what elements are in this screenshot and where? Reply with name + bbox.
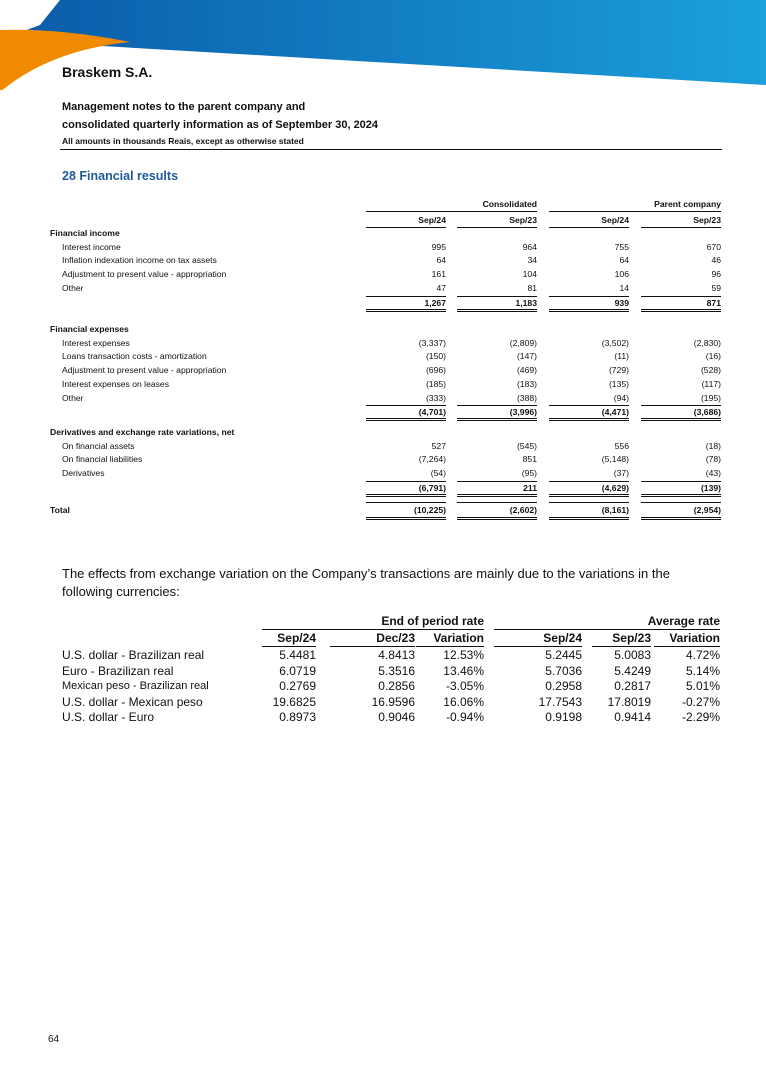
rule bbox=[366, 227, 446, 228]
column-header: Sep/23 bbox=[509, 215, 537, 225]
rule bbox=[549, 502, 629, 503]
rate-value: 4.8413 bbox=[378, 648, 415, 662]
rule bbox=[457, 311, 537, 312]
company-name: Braskem S.A. bbox=[62, 64, 153, 80]
rule bbox=[641, 496, 721, 497]
amounts-note: All amounts in thousands Reais, except as otherwise stated bbox=[62, 136, 304, 146]
rate-value: 17.7543 bbox=[538, 694, 582, 709]
group-header-average: Average rate bbox=[647, 614, 720, 628]
rule bbox=[457, 496, 537, 497]
subtotal-value: (3,686) bbox=[693, 407, 721, 418]
subtotal-value: 211 bbox=[523, 482, 537, 493]
group-header-parent: Parent company bbox=[654, 199, 721, 209]
cell-value: (11) bbox=[614, 351, 629, 362]
section-heading: Financial income bbox=[50, 228, 120, 238]
group-header-consolidated: Consolidated bbox=[482, 199, 537, 209]
rate-value: 0.2817 bbox=[614, 679, 651, 694]
cell-value: 995 bbox=[431, 241, 446, 252]
rule bbox=[366, 311, 446, 312]
rule bbox=[549, 496, 629, 497]
total-value: (8,161) bbox=[601, 505, 629, 515]
rule bbox=[366, 211, 537, 212]
section-heading: Financial expenses bbox=[50, 324, 129, 334]
group-header-end-of-period: End of period rate bbox=[381, 614, 484, 628]
rule bbox=[262, 646, 316, 647]
rule bbox=[549, 309, 629, 310]
cell-value: (117) bbox=[701, 378, 721, 389]
rule bbox=[457, 405, 537, 406]
column-header: Variation bbox=[433, 631, 484, 645]
rule bbox=[366, 517, 446, 518]
total-value: (2,954) bbox=[693, 505, 721, 515]
cell-value: (43) bbox=[705, 468, 721, 479]
cell-value: (147) bbox=[516, 351, 537, 362]
rule bbox=[549, 418, 629, 419]
rate-value: 19.6825 bbox=[272, 694, 316, 709]
rule bbox=[549, 519, 629, 520]
rate-value: 6.0719 bbox=[279, 663, 316, 678]
currency-pair-label: Mexican peso - Brazilizan real bbox=[62, 680, 209, 693]
rate-value: -0.94% bbox=[445, 710, 484, 725]
rule bbox=[641, 311, 721, 312]
cell-value: (545) bbox=[516, 440, 537, 451]
cell-value: (183) bbox=[516, 378, 537, 389]
rule bbox=[366, 296, 446, 297]
rule bbox=[641, 227, 721, 228]
cell-value: 59 bbox=[711, 282, 721, 293]
rule bbox=[330, 646, 415, 647]
subtotal-value: (6,791) bbox=[418, 482, 446, 493]
rule bbox=[366, 405, 446, 406]
rule bbox=[549, 517, 629, 518]
rate-value: 0.8973 bbox=[279, 710, 316, 725]
cell-value: 106 bbox=[614, 269, 629, 280]
subtotal-value: (4,701) bbox=[418, 407, 446, 418]
cell-value: 34 bbox=[527, 255, 537, 266]
cell-value: (54) bbox=[430, 468, 446, 479]
rule bbox=[641, 405, 721, 406]
cell-value: (7,264) bbox=[418, 454, 446, 465]
row-label: Adjustment to present value - appropriation bbox=[62, 365, 227, 376]
cell-value: (2,809) bbox=[509, 337, 537, 348]
rule bbox=[549, 481, 629, 482]
column-header: Variation bbox=[669, 631, 720, 645]
cell-value: 46 bbox=[711, 255, 721, 266]
rule bbox=[366, 481, 446, 482]
subtotal-value: 1,183 bbox=[515, 297, 537, 308]
cell-value: (3,502) bbox=[601, 337, 629, 348]
rule bbox=[262, 629, 484, 630]
row-label: Other bbox=[62, 282, 84, 293]
rule bbox=[641, 420, 721, 421]
rule bbox=[457, 309, 537, 310]
rule bbox=[641, 517, 721, 518]
cell-value: (185) bbox=[425, 378, 446, 389]
rule bbox=[457, 502, 537, 503]
rate-value: 12.53% bbox=[443, 648, 484, 662]
rule bbox=[641, 309, 721, 310]
cell-value: (388) bbox=[516, 392, 537, 403]
cell-value: (5,148) bbox=[601, 454, 629, 465]
rule bbox=[549, 420, 629, 421]
currency-pair-label: U.S. dollar - Mexican peso bbox=[62, 694, 203, 709]
total-value: (10,225) bbox=[413, 505, 446, 515]
cell-value: (150) bbox=[425, 351, 446, 362]
cell-value: 14 bbox=[619, 282, 629, 293]
row-label: Adjustment to present value - appropriation bbox=[62, 269, 227, 280]
cell-value: (95) bbox=[521, 468, 537, 479]
rule bbox=[549, 211, 721, 212]
cell-value: 670 bbox=[706, 241, 721, 252]
subtitle-line1: Management notes to the parent company and bbox=[62, 101, 306, 113]
cell-value: 755 bbox=[614, 241, 629, 252]
rule bbox=[549, 227, 629, 228]
rule bbox=[457, 494, 537, 495]
paragraph-line2: following currencies: bbox=[62, 584, 180, 599]
subtotal-value: 939 bbox=[614, 297, 629, 308]
rate-value: 0.2769 bbox=[279, 679, 316, 694]
column-header: Sep/24 bbox=[543, 631, 582, 645]
rate-value: 0.2856 bbox=[378, 679, 415, 694]
cell-value: 851 bbox=[522, 454, 537, 465]
column-header: Sep/24 bbox=[418, 215, 446, 225]
rate-value: -0.27% bbox=[681, 694, 720, 709]
cell-value: (696) bbox=[425, 365, 446, 376]
rate-value: 0.9414 bbox=[614, 710, 651, 725]
rate-value: 5.01% bbox=[685, 679, 720, 694]
rule bbox=[366, 502, 446, 503]
row-label: Derivatives bbox=[62, 468, 105, 479]
rule bbox=[494, 629, 720, 630]
column-header: Dec/23 bbox=[376, 631, 415, 645]
paragraph-line1: The effects from exchange variation on the Company’s transactions are mainly due to the variations in the bbox=[62, 566, 670, 581]
rule bbox=[641, 519, 721, 520]
cell-value: 161 bbox=[431, 269, 446, 280]
rate-value: 13.46% bbox=[443, 663, 484, 678]
subtotal-value: (4,471) bbox=[601, 407, 629, 418]
rate-value: 5.0083 bbox=[614, 648, 651, 662]
rule bbox=[416, 646, 484, 647]
column-header: Sep/23 bbox=[612, 631, 651, 645]
cell-value: (2,830) bbox=[693, 337, 721, 348]
cell-value: (3,337) bbox=[418, 337, 446, 348]
cell-value: 964 bbox=[522, 241, 537, 252]
subtotal-value: (139) bbox=[700, 482, 721, 493]
column-header: Sep/23 bbox=[693, 215, 721, 225]
rule bbox=[641, 502, 721, 503]
rate-value: 16.06% bbox=[443, 694, 484, 709]
column-header: Sep/24 bbox=[601, 215, 629, 225]
rule bbox=[366, 519, 446, 520]
section-title: 28 Financial results bbox=[62, 169, 179, 183]
row-label: Interest expenses bbox=[62, 337, 130, 348]
cell-value: 556 bbox=[614, 440, 629, 451]
cell-value: (94) bbox=[613, 392, 629, 403]
rate-value: 5.3516 bbox=[378, 663, 415, 678]
rule bbox=[457, 519, 537, 520]
cell-value: (528) bbox=[700, 365, 721, 376]
subtitle-line2: consolidated quarterly information as of September 30, 2024 bbox=[62, 119, 379, 131]
rate-value: 16.9596 bbox=[371, 694, 415, 709]
total-value: (2,602) bbox=[509, 505, 537, 515]
rate-value: 5.7036 bbox=[545, 663, 582, 678]
cell-value: 64 bbox=[619, 255, 629, 266]
row-label: Inflation indexation income on tax assets bbox=[62, 255, 217, 266]
cell-value: 527 bbox=[431, 440, 446, 451]
cell-value: (729) bbox=[608, 365, 629, 376]
rule bbox=[457, 296, 537, 297]
cell-value: (469) bbox=[516, 365, 537, 376]
rate-value: 5.2445 bbox=[545, 648, 582, 662]
rule bbox=[366, 309, 446, 310]
rate-value: 17.8019 bbox=[607, 694, 651, 709]
rule bbox=[494, 646, 582, 647]
cell-value: 47 bbox=[436, 282, 446, 293]
row-label: Other bbox=[62, 392, 84, 403]
page-number: 64 bbox=[48, 1034, 60, 1045]
currency-pair-label: Euro - Brazilizan real bbox=[62, 663, 174, 678]
currency-pair-label: U.S. dollar - Brazilizan real bbox=[62, 648, 205, 662]
row-label: On financial liabilities bbox=[62, 454, 143, 465]
row-label: Loans transaction costs - amortization bbox=[62, 351, 207, 362]
rule bbox=[366, 494, 446, 495]
cell-value: 104 bbox=[522, 269, 537, 280]
rule bbox=[457, 420, 537, 421]
subtotal-value: (4,629) bbox=[601, 482, 629, 493]
cell-value: (16) bbox=[705, 351, 721, 362]
row-label: Interest income bbox=[62, 241, 121, 252]
rate-value: 0.9198 bbox=[545, 710, 582, 725]
cell-value: (135) bbox=[608, 378, 629, 389]
rule bbox=[549, 494, 629, 495]
rate-value: 0.9046 bbox=[378, 710, 415, 725]
rate-value: -2.29% bbox=[681, 710, 720, 725]
column-header: Sep/24 bbox=[277, 631, 316, 645]
subtotal-value: (3,996) bbox=[509, 407, 537, 418]
total-label: Total bbox=[50, 505, 70, 515]
rate-value: 5.4249 bbox=[614, 663, 651, 678]
cell-value: 81 bbox=[527, 282, 537, 293]
section-heading: Derivatives and exchange rate variations, net bbox=[50, 427, 235, 437]
rule bbox=[457, 418, 537, 419]
cell-value: (18) bbox=[705, 440, 721, 451]
row-label: Interest expenses on leases bbox=[62, 378, 170, 389]
rule bbox=[654, 646, 720, 647]
rule bbox=[641, 296, 721, 297]
rule bbox=[641, 494, 721, 495]
rule bbox=[549, 296, 629, 297]
currency-pair-label: U.S. dollar - Euro bbox=[62, 710, 155, 725]
cell-value: 64 bbox=[436, 255, 446, 266]
rule bbox=[549, 405, 629, 406]
rate-value: 0.2958 bbox=[545, 679, 582, 694]
cell-value: (333) bbox=[425, 392, 446, 403]
rate-value: 5.4481 bbox=[279, 648, 316, 662]
rule bbox=[366, 496, 446, 497]
header-divider bbox=[60, 149, 722, 150]
rule bbox=[366, 420, 446, 421]
cell-value: 96 bbox=[711, 269, 721, 280]
rule bbox=[457, 227, 537, 228]
rule bbox=[457, 481, 537, 482]
rule bbox=[592, 646, 651, 647]
row-label: On financial assets bbox=[62, 440, 135, 451]
rate-value: 5.14% bbox=[685, 663, 720, 678]
rule bbox=[457, 517, 537, 518]
rule bbox=[549, 311, 629, 312]
rule bbox=[641, 481, 721, 482]
rule bbox=[366, 418, 446, 419]
rule bbox=[641, 418, 721, 419]
subtotal-value: 871 bbox=[706, 297, 721, 308]
cell-value: (195) bbox=[700, 392, 721, 403]
rate-value: -3.05% bbox=[445, 679, 484, 694]
rate-value: 4.72% bbox=[685, 648, 720, 662]
subtotal-value: 1,267 bbox=[424, 297, 446, 308]
cell-value: (78) bbox=[705, 454, 721, 465]
cell-value: (37) bbox=[613, 468, 629, 479]
